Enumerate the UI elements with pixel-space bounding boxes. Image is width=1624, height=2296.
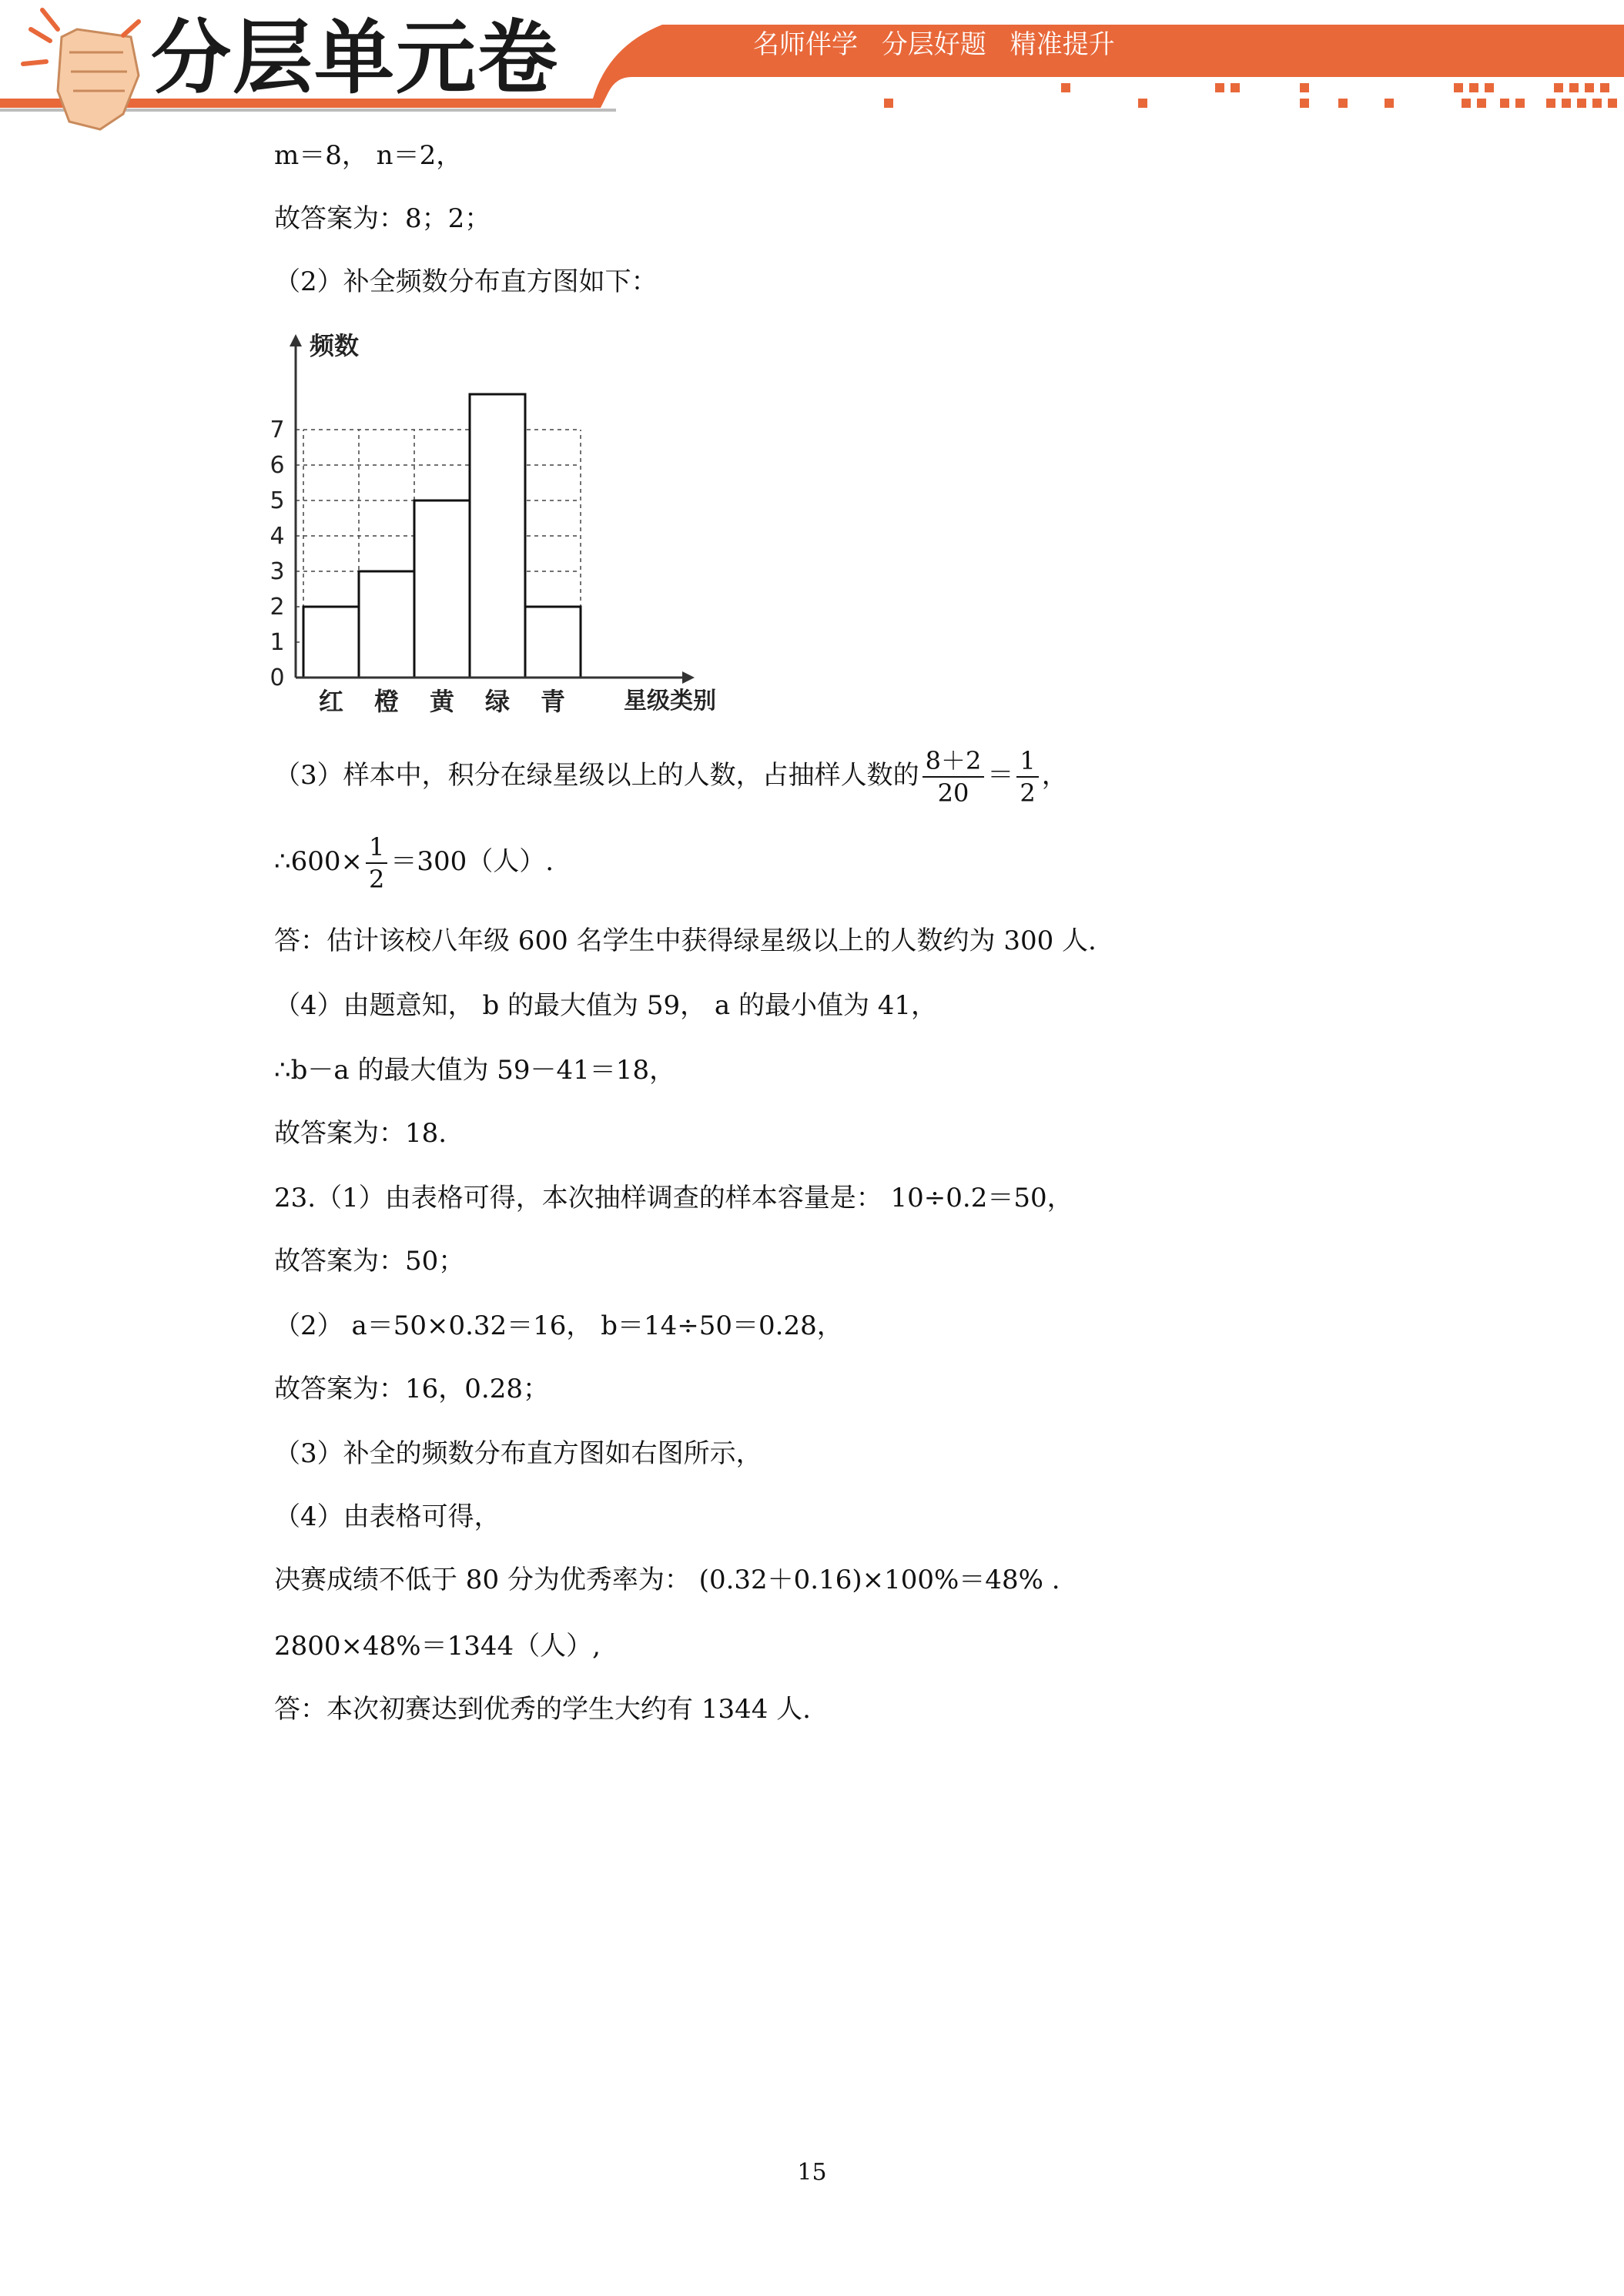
text-line-with-fraction [274,745,1068,808]
text-line: （2）补全频数分布直方图如下： [274,266,658,297]
fraction [1016,745,1038,808]
text-line: 故答案为：50； [274,1246,465,1277]
x-tick-label: 红 [318,687,344,716]
text-line: 答：估计该校八年级 600 名学生中获得绿星级以上的人数约为 300 人. [274,925,1097,956]
text-line: （3）补全的频数分布直方图如右图所示， [274,1438,762,1469]
text-line: 答：本次初赛达到优秀的学生大约有 1344 人. [274,1694,811,1725]
text-line: ∴b－a 的最大值为 59－41＝18， [274,1055,676,1086]
text-line: 故答案为：8；2； [274,203,491,234]
x-tick-label: 青 [540,687,566,716]
x-tick-label: 黄 [429,687,455,716]
y-tick-label: 0 [270,664,285,691]
text-line: 23.（1）由表格可得，本次抽样调查的样本容量是： 10÷0.2＝50， [274,1183,1073,1213]
y-tick-label: 3 [270,558,285,585]
text-line: 决赛成绩不低于 80 分为优秀率为： (0.32＋0.16)×100%＝48% . [274,1565,1060,1595]
equals-sign: ＝ [987,760,1014,791]
header-slogan: 名师伴学 分层好题 精准提升 [753,29,1115,60]
fraction-denominator: 2 [369,865,385,894]
bar-0 [303,607,359,678]
text-line: 故答案为：18. [274,1118,447,1149]
fraction [922,745,985,808]
fraction-numerator: 1 [366,832,387,864]
text-span: ， [1041,760,1068,791]
x-tick-labels [319,687,565,716]
y-tick-labels [270,417,284,691]
x-axis-arrow-icon [682,671,695,684]
text-line: 故答案为：16，0.28； [274,1374,549,1404]
bar-1 [359,571,414,678]
fraction-numerator: 8＋2 [922,745,985,778]
bar-2 [414,500,470,678]
fraction-denominator: 20 [937,778,969,808]
fraction-denominator: 2 [1020,778,1036,808]
text-line-with-fraction [274,832,554,895]
header-decorative-dots [884,83,1617,108]
y-axis-arrow-icon [290,334,302,346]
text-line: （4）由题意知， b 的最大值为 59， a 的最小值为 41， [274,990,938,1021]
header-title: 分层单元卷 [151,11,560,105]
y-tick-label: 1 [270,629,285,656]
x-axis-label: 星级类别 [624,688,716,715]
text-span: ∴600× [274,846,363,877]
text-line: （4）由表格可得， [274,1501,501,1532]
bar-4 [525,607,581,678]
text-span: （3）样本中，积分在绿星级以上的人数，占抽样人数的 [274,760,919,791]
y-tick-label: 2 [270,594,285,621]
page-number: 15 [797,2159,827,2186]
x-tick-label: 绿 [484,687,511,716]
frequency-histogram [262,323,755,724]
y-tick-label: 7 [270,417,285,443]
text-line: （2） a＝50×0.32＝16， b＝14÷50＝0.28， [274,1310,843,1341]
fraction [366,832,387,895]
text-line: 2800×48%＝1344（人）, [274,1631,601,1662]
fraction-numerator: 1 [1016,745,1038,778]
bar-3 [470,394,525,678]
text-line: m＝8， n＝2， [274,140,463,171]
text-span: ＝300（人）. [390,846,554,877]
y-tick-label: 6 [270,452,285,479]
y-tick-label: 5 [270,487,285,514]
y-axis-label: 频数 [310,331,360,360]
x-tick-label: 橙 [373,687,400,716]
y-tick-label: 4 [270,523,285,550]
page-header [0,0,1624,135]
